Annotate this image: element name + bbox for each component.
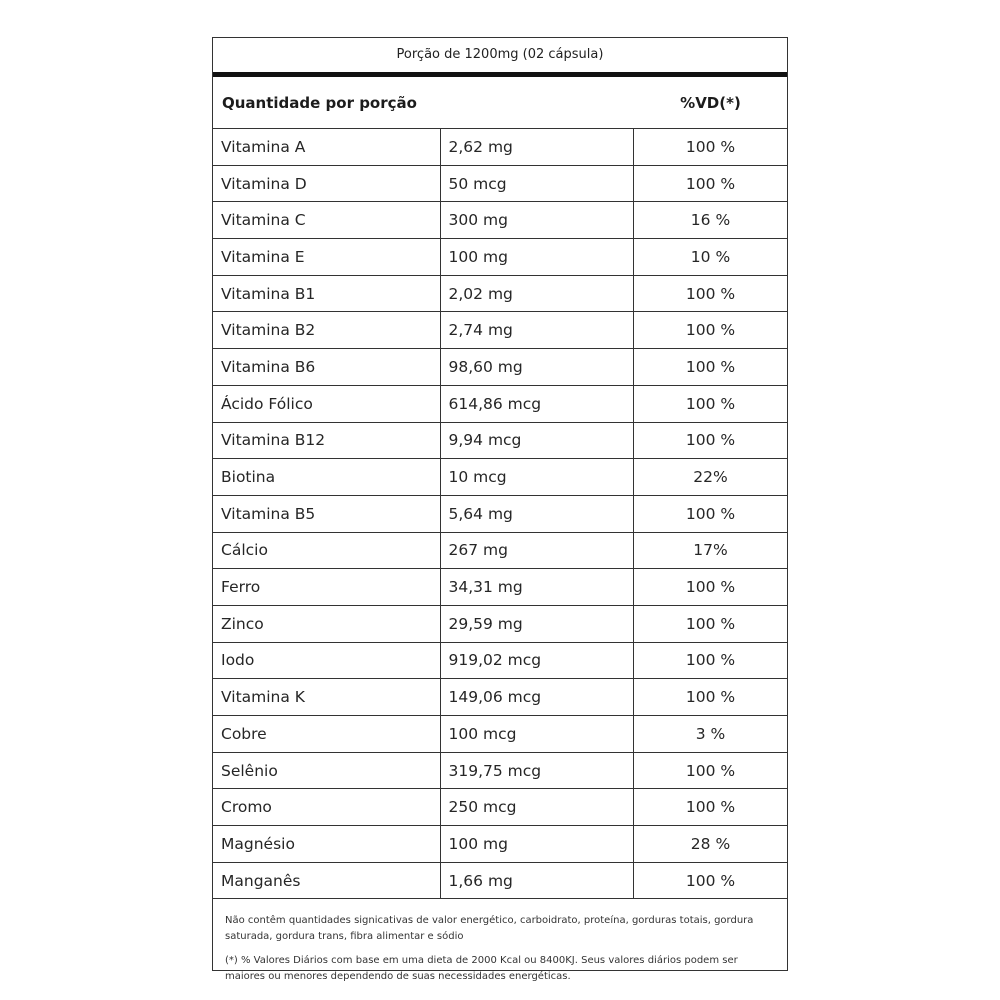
table-row: [213, 495, 788, 532]
nutrient-amount: 267 mg: [440, 532, 633, 569]
nutrient-daily-value: 100 %: [633, 679, 788, 716]
nutrient-amount: 9,94 mcg: [440, 422, 633, 459]
nutrient-name: Magnésio: [213, 826, 440, 863]
table-row: [213, 459, 788, 496]
nutrient-name: Selênio: [213, 752, 440, 789]
footnote-not-significant: Não contêm quantidades signicativas de valor energético, carboidrato, proteína, gorduras totais, gordura saturada, gordura trans, fibra alimentar e sódio: [225, 915, 754, 943]
nutrient-name: Vitamina D: [213, 165, 440, 202]
nutrient-daily-value: 100 %: [633, 349, 788, 386]
nutrient-amount: 100 mg: [440, 239, 633, 276]
nutrient-amount: 250 mcg: [440, 789, 633, 826]
nutrient-daily-value: 100 %: [633, 862, 788, 899]
nutrient-amount: 98,60 mg: [440, 349, 633, 386]
table-row: [213, 605, 788, 642]
nutrient-amount: 300 mg: [440, 202, 633, 239]
nutrient-name: Vitamina K: [213, 679, 440, 716]
nutrient-daily-value: 3 %: [633, 716, 788, 753]
nutrient-amount: 2,74 mg: [440, 312, 633, 349]
table-row: [213, 385, 788, 422]
nutrient-daily-value: 100 %: [633, 752, 788, 789]
nutrient-name: Vitamina C: [213, 202, 440, 239]
nutrient-daily-value: 17%: [633, 532, 788, 569]
table-row: [213, 826, 788, 863]
table-row: [213, 165, 788, 202]
nutrient-amount: 149,06 mcg: [440, 679, 633, 716]
table-row: [213, 532, 788, 569]
nutrient-daily-value: 10 %: [633, 239, 788, 276]
nutrient-daily-value: 100 %: [633, 165, 788, 202]
nutrition-facts-table: [212, 37, 788, 983]
footnote-daily-values: (*) % Valores Diários com base em uma dieta de 2000 Kcal ou 8400KJ. Seus valores diários podem ser maiores ou menores dependendo de suas necessidades energéticas.: [225, 955, 738, 983]
daily-value-heading: %VD(*): [680, 94, 741, 112]
table-row: [213, 862, 788, 899]
nutrient-name: Manganês: [213, 862, 440, 899]
nutrient-amount: 29,59 mg: [440, 605, 633, 642]
nutrient-daily-value: 100 %: [633, 275, 788, 312]
table-row: [213, 239, 788, 276]
table-row: [213, 129, 788, 165]
table-row: [213, 642, 788, 679]
serving-size: Porção de 1200mg (02 cápsula): [396, 47, 604, 62]
nutrient-amount: 50 mcg: [440, 165, 633, 202]
nutrient-name: Vitamina B5: [213, 495, 440, 532]
nutrient-name: Ácido Fólico: [213, 385, 440, 422]
nutrient-daily-value: 100 %: [633, 642, 788, 679]
nutrient-name: Vitamina B2: [213, 312, 440, 349]
nutrient-daily-value: 16 %: [633, 202, 788, 239]
nutrient-name: Biotina: [213, 459, 440, 496]
nutrient-amount: 100 mg: [440, 826, 633, 863]
nutrient-name: Vitamina E: [213, 239, 440, 276]
table-row: [213, 679, 788, 716]
table-row: [213, 312, 788, 349]
table-header: [213, 77, 787, 129]
nutrient-daily-value: 100 %: [633, 385, 788, 422]
nutrient-name: Vitamina B6: [213, 349, 440, 386]
nutrient-daily-value: 100 %: [633, 495, 788, 532]
nutrient-name: Cromo: [213, 789, 440, 826]
nutrient-daily-value: 100 %: [633, 789, 788, 826]
nutrient-amount: 5,64 mg: [440, 495, 633, 532]
nutrient-amount: 319,75 mcg: [440, 752, 633, 789]
nutrient-name: Vitamina A: [213, 129, 440, 165]
table-row: [213, 752, 788, 789]
nutrient-daily-value: 28 %: [633, 826, 788, 863]
nutrient-name: Cobre: [213, 716, 440, 753]
nutrient-rows: [213, 129, 788, 899]
nutrient-amount: 614,86 mcg: [440, 385, 633, 422]
nutrient-amount: 1,66 mg: [440, 862, 633, 899]
nutrient-amount: 2,62 mg: [440, 129, 633, 165]
nutrient-amount: 10 mcg: [440, 459, 633, 496]
table-row: [213, 202, 788, 239]
table-row: [213, 422, 788, 459]
nutrient-name: Vitamina B12: [213, 422, 440, 459]
nutrient-amount: 2,02 mg: [440, 275, 633, 312]
nutrient-daily-value: 100 %: [633, 605, 788, 642]
table-row: [213, 716, 788, 753]
nutrient-name: Cálcio: [213, 532, 440, 569]
table-row: [213, 789, 788, 826]
table-row: [213, 275, 788, 312]
nutrient-name: Iodo: [213, 642, 440, 679]
nutrient-amount: 34,31 mg: [440, 569, 633, 606]
footnotes: [213, 899, 787, 985]
nutrient-name: Vitamina B1: [213, 275, 440, 312]
nutrient-daily-value: 100 %: [633, 129, 788, 165]
table-row: [213, 349, 788, 386]
nutrient-amount: 919,02 mcg: [440, 642, 633, 679]
nutrient-amount: 100 mcg: [440, 716, 633, 753]
nutrient-name: Ferro: [213, 569, 440, 606]
table-row: [213, 569, 788, 606]
nutrient-daily-value: 100 %: [633, 569, 788, 606]
nutrient-daily-value: 22%: [633, 459, 788, 496]
nutrient-daily-value: 100 %: [633, 422, 788, 459]
nutrient-daily-value: 100 %: [633, 312, 788, 349]
quantity-per-serving-heading: Quantidade por porção: [222, 94, 417, 112]
nutrient-name: Zinco: [213, 605, 440, 642]
